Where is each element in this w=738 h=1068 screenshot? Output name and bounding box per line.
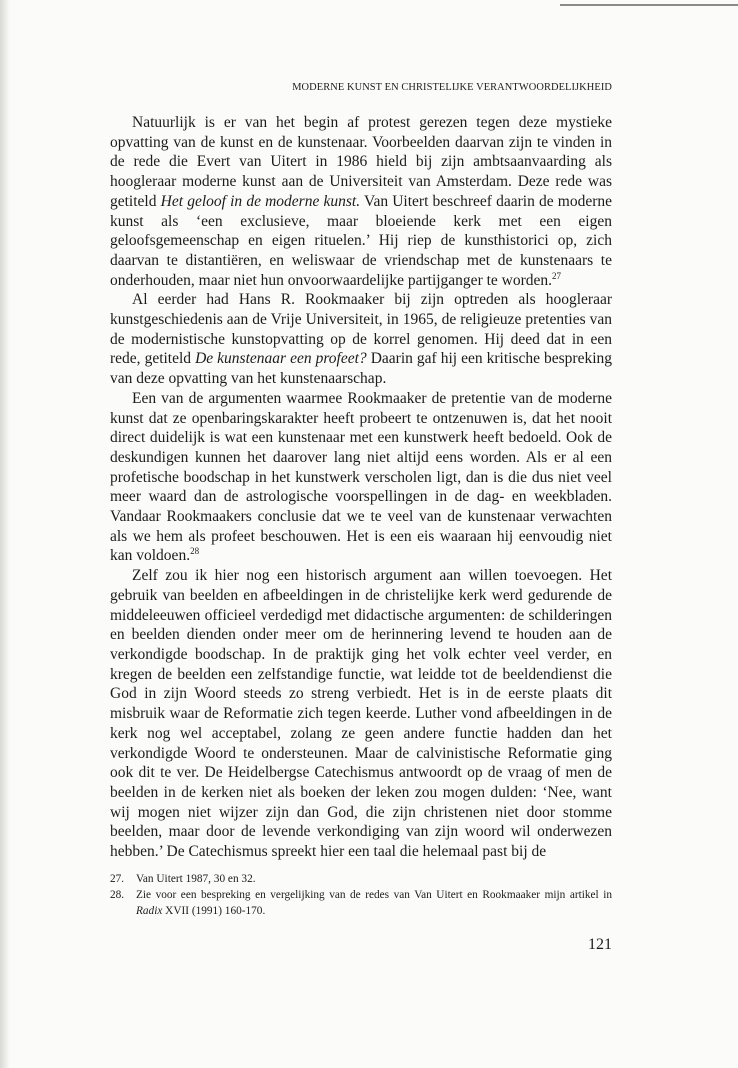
running-head: MODERNE KUNST EN CHRISTELIJKE VERANTWOORDELIJKHEID [292, 82, 612, 93]
paragraph: Al eerder had Hans R. Rookmaaker bij zijn optreden als hoogleraar kunstgeschiedenis aan de Vrije Universiteit, in 1965, de religieuze pretenties van de modernistische kunstopvatting op de korrel genomen. Hij deed dat in een rede, getiteld De kunstenaar een profeet? Daarin gaf hij een kritische bespreking van deze opvatting van het kunstenaarschap. [110, 291, 613, 388]
paragraph: Zelf zou ik hier nog een historisch argument aan willen toevoegen. Het gebruik van beelden en afbeeldingen in de christelijke kerk werd gedurende de middeleeuwen officieel verdedigd met didactische argumenten: de schilderingen en beelden dienden onder meer om de herinnering levend te houden aan de verkondigde boodschap. In de praktijk ging het volk echter veel verder, en kregen de beelden een zelfstandige functie, wat leidde tot de beeldendienst die God in zijn Woord steeds zo streng verbiedt. Het is in de eerste plaats dit misbruik waar de Reformatie zich tegen keerde. Luther vond afbeeldingen in de kerk nog wel acceptabel, zolang ze geen andere functie hadden dan het verkondigde Woord te ondersteunen. Maar de calvinistische Reformatie ging ook dit te ver. De Heidelbergse Catechismus antwoordt op de vraag of men de beelden in de kerken niet als boeken der leken zou mogen dulden: ‘Nee, want wij mogen niet wijzer zijn dan God, die zijn christenen niet door stomme beelden, maar door de levende verkondiging van zijn woord wil onderwezen hebben.’ De Catechismus spreekt hier een taal die helemaal past bij de [110, 567, 612, 861]
footnote-ref: 28 [190, 546, 200, 557]
scan-mark [560, 4, 738, 6]
footnote [110, 887, 612, 919]
footnote-number: 27. [110, 873, 125, 885]
paragraph: Natuurlijk is er van het begin af protest gerezen tegen deze mystieke opvatting van de kunst en de kunstenaar. Voorbeelden daarvan zijn te vinden in de rede die Evert van Uitert in 1986 hield bij zijn ambtsaanvaarding als hoogleraar moderne kunst aan de Universiteit van Amsterdam. Deze rede was getiteld Het geloof in de moderne kunst. Van Uitert beschreef daarin de moderne kunst als ‘een exclusieve, maar bloeiende kerk met een eigen geloofsgemeenschap en eigen rituelen.’ Hij riep de kunsthistorici op, zich daarvan te distantiëren, en weliswaar de vriendschap met de kunstenaars te onderhouden, maar niet hun onvoorwaardelijke partijganger te worden.$^{27}$ [110, 114, 612, 289]
body-text [110, 113, 612, 862]
page-number: 121 [588, 936, 612, 953]
footnote-text: Zie voor een bespreking en vergelijking van de redes van Van Uitert en Rookmaaker mijn artikel in Radix XVII (1991) 160-170. [136, 889, 612, 917]
footnote-text: Van Uitert 1987, 30 en 32. [136, 873, 256, 885]
journal-title: Radix [136, 905, 163, 917]
footnote [110, 871, 612, 887]
footnote-ref: 27 [552, 270, 562, 281]
paragraph: Een van de argumenten waarmee Rookmaaker de pretentie van de moderne kunst dat ze openbaringskarakter heeft probeert te ontzenuwen is, dat het nooit direct duidelijk is wat een kunstenaar met een kunstwerk heeft bedoeld. Ook de deskundigen kunnen het daarover lang niet altijd eens worden. Als er al een profetische boodschap in het kunstwerk verscholen ligt, dan is die dus niet veel meer waard dan de astrologische voorspellingen in de dag- en weekbladen. Vandaar Rookmaakers conclusie dat we te veel van de kunstenaar verwachten als we hem als profeet beschouwen. Het is een eis waaraan hij eenvoudig niet kan voldoen.$^{28}$ [110, 389, 612, 565]
title-italic: Het geloof in de moderne kunst. [160, 192, 361, 210]
scan-edge [0, 0, 10, 1068]
footnote-number: 28. [110, 889, 125, 901]
footnotes [110, 871, 612, 919]
title-italic: De kunstenaar een profeet? [195, 350, 367, 368]
